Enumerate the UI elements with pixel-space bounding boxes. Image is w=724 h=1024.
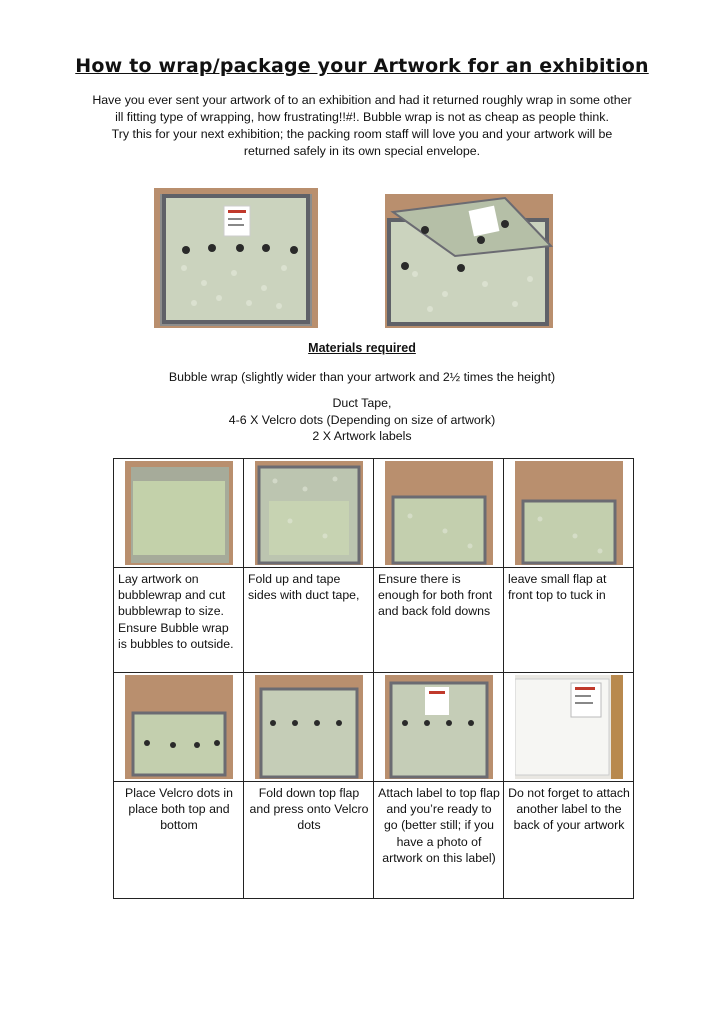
step-7-text: Attach label to top flap and you’re ready to go (better still; if you have a photo of artwork on this label) — [374, 782, 504, 899]
step-6-text: Fold down top flap and press onto Velcro dots — [244, 782, 374, 899]
materials-item: Duct Tape, — [332, 396, 392, 410]
step-1-photo — [114, 459, 244, 568]
intro-line: returned safely in its own special envelope. — [243, 144, 481, 158]
step-photo-row — [114, 459, 634, 568]
step-2-text: Fold up and tape sides with duct tape, — [244, 568, 374, 673]
materials-item: 2 X Artwork labels — [312, 429, 412, 443]
step-7-photo — [374, 673, 504, 782]
step-4-text: leave small flap at front top to tuck in — [504, 568, 634, 673]
step-text-row — [114, 782, 634, 899]
step-photo-row — [114, 673, 634, 782]
materials-item: 4-6 X Velcro dots (Depending on size of artwork) — [228, 412, 496, 427]
intro-line: Have you ever sent your artwork of to an exhibition and had it returned roughly wrap in some other — [92, 93, 632, 107]
materials-heading: Materials required — [308, 341, 416, 355]
hero-photo-wrapped-closed — [154, 188, 318, 328]
page-title: How to wrap/package your Artwork for an exhibition — [75, 55, 649, 77]
step-3-photo — [374, 459, 504, 568]
materials-bubble-wrap: Bubble wrap (slightly wider than your artwork and 2½ times the height) — [168, 370, 556, 384]
intro-line: Try this for your next exhibition; the packing room staff will love you and your artwork will be — [111, 127, 613, 141]
step-5-photo — [114, 673, 244, 782]
step-8-text: Do not forget to attach another label to the back of your artwork — [504, 782, 634, 899]
step-5-text: Place Velcro dots in place both top and bottom — [114, 782, 244, 899]
step-text-row — [114, 568, 634, 673]
step-4-photo — [504, 459, 634, 568]
step-6-photo — [244, 673, 374, 782]
hero-photo-wrapped-open — [385, 194, 553, 328]
step-3-text: Ensure there is enough for both front and back fold downs — [374, 568, 504, 673]
materials-list — [0, 395, 724, 445]
step-2-photo — [244, 459, 374, 568]
intro-paragraph — [78, 92, 646, 160]
step-8-photo — [504, 673, 634, 782]
steps-table — [113, 458, 634, 899]
step-1-text: Lay artwork on bubblewrap and cut bubblewrap to size. Ensure Bubble wrap is bubbles to outside. — [114, 568, 244, 673]
intro-line: ill fitting type of wrapping, how frustrating!!#!. Bubble wrap is not as cheap as people think. — [115, 110, 609, 124]
